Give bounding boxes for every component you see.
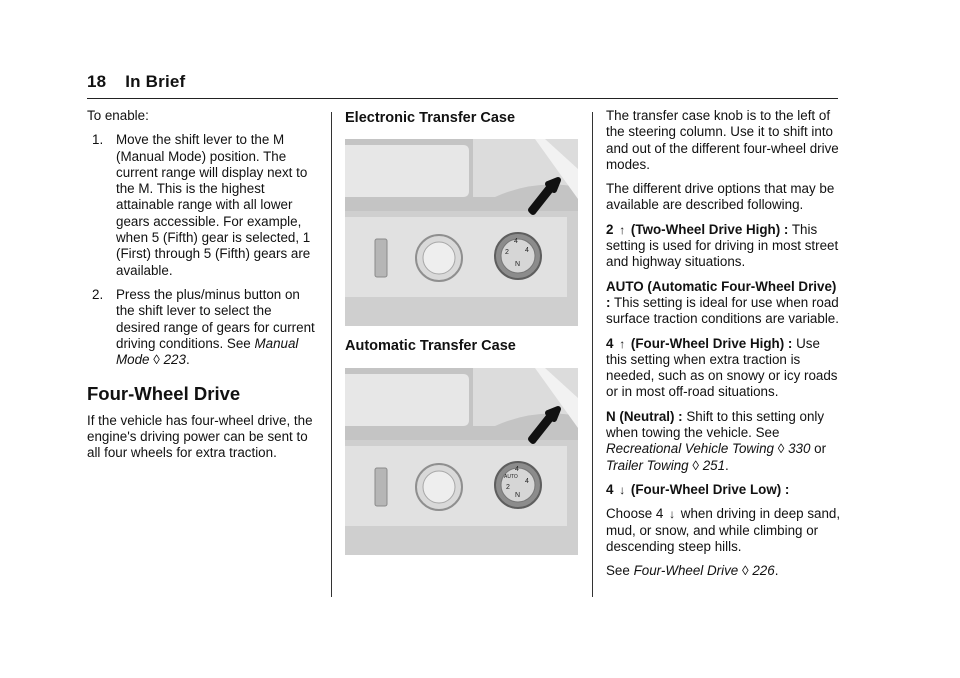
page-reference[interactable]: 251 [702,457,726,473]
page-title: In Brief [125,72,186,91]
intro-text: To enable: [87,108,149,123]
knob-label: N [515,261,521,269]
option-text: Choose 4 [606,506,664,522]
arrow-up-icon: ↑ [619,222,626,237]
page-header [87,72,185,92]
electronic-transfer-case-image [345,139,578,326]
cross-reference-link[interactable]: Recreational Vehicle Towing [606,441,774,457]
option-label: (Four-Wheel Drive High) : [630,335,793,351]
option-number: 4 [606,335,614,351]
option-label: AUTO (Automatic Four-Wheel Drive) : [606,278,837,310]
option-text: when driving in deep sand, mud, or snow, and while climbing or descending steep hills. [606,506,841,554]
column-divider [592,112,593,597]
connector-text: or [814,441,827,457]
drive-option [606,482,844,498]
knob-label: 4 [515,465,519,473]
knob-label: 2 [506,483,510,491]
knob-label: 2 [505,249,509,257]
column-2 [345,108,578,567]
page-reference[interactable]: 223 [163,352,186,368]
electronic-transfer-case-heading: Electronic Transfer Case [345,110,516,126]
page-reference[interactable]: 226 [752,563,775,579]
drive-option [606,222,844,271]
see-text: See [606,563,630,579]
knob-label: AUTO [504,473,518,480]
knob-label: 4 [525,477,529,485]
section-text: If the vehicle has four-wheel drive, the engine's driving power can be sent to all four wheels for extra traction. [87,412,313,461]
option-number: 2 [606,221,614,237]
option-text: Shift to this setting only when towing the vehicle. See [606,408,825,441]
cross-reference-link[interactable]: Manual Mode [116,335,299,368]
step-number: 1. [92,132,104,148]
paragraph: The different drive options that may be available are described following. [606,181,835,213]
header-rule [87,98,838,99]
column-divider [331,112,332,597]
column-1 [87,108,319,470]
drive-option [606,279,844,328]
step-list [87,132,319,368]
option-label: (Two-Wheel Drive High) : [630,221,789,237]
page-number: 18 [87,72,107,91]
arrow-down-icon: ↓ [669,507,676,522]
drive-option [606,336,844,401]
option-text: This setting is ideal for use when road surface traction conditions are variable. [606,294,839,327]
knob-label: 4 [525,247,529,255]
step-text: Press the plus/minus button on the shift lever to select the desired range of gears for current driving conditions. See [116,286,315,351]
automatic-transfer-case-image [345,368,578,555]
knob-label: N [515,491,521,499]
cross-reference-link[interactable]: Trailer Towing [606,457,689,473]
step-text: Move the shift lever to the M (Manual Mode) position. The current range will display next to the M. This is the highest attainable range with all lower gears accessible. For example, when 5 (Fifth) gear is selected, 1 (First) through 5 (Fifth) gears are available. [116,132,311,278]
dashboard-illustration [345,139,578,326]
dashboard-illustration [345,368,578,555]
reference-icon: ◊ [153,352,160,368]
drive-option-text [606,506,844,555]
option-text: Use this setting when extra traction is needed, such as on snowy or icy roads or in most off-road situations. [606,335,838,400]
reference-icon: ◊ [692,457,699,473]
option-number: 4 [606,481,614,497]
list-item [87,132,319,279]
page-reference[interactable]: 330 [788,441,811,457]
automatic-transfer-case-heading: Automatic Transfer Case [345,338,516,355]
see-also: See Four-Wheel Drive ◊ 226. [606,563,779,579]
paragraph: The transfer case knob is to the left of the steering column. Use it to shift into and out of the different four-wheel drive modes. [606,108,839,172]
step-number: 2. [92,286,104,302]
arrow-up-icon: ↑ [619,336,626,351]
cross-reference-link[interactable]: Four-Wheel Drive [633,563,739,579]
option-text: This setting is used for driving in most street and highway situations. [606,221,839,270]
reference-icon: ◊ [741,563,749,579]
column-3 [606,108,844,587]
arrow-down-icon: ↓ [619,482,626,497]
option-label: (Four-Wheel Drive Low) : [630,481,790,497]
reference-icon: ◊ [777,441,785,457]
option-label: N (Neutral) : [606,408,683,424]
drive-option: N (Neutral) : Shift to this setting only when towing the vehicle. See Recreational Vehicle Towing ◊ 330 or Trailer Towing ◊ 251. [606,408,827,473]
section-title: Four-Wheel Drive [87,383,241,405]
knob-label: 4 [514,238,518,246]
list-item: 2. Press the plus/minus button on the shift lever to select the desired range of gears for current driving conditions. See Manual Mode ◊ 223. [92,286,315,368]
